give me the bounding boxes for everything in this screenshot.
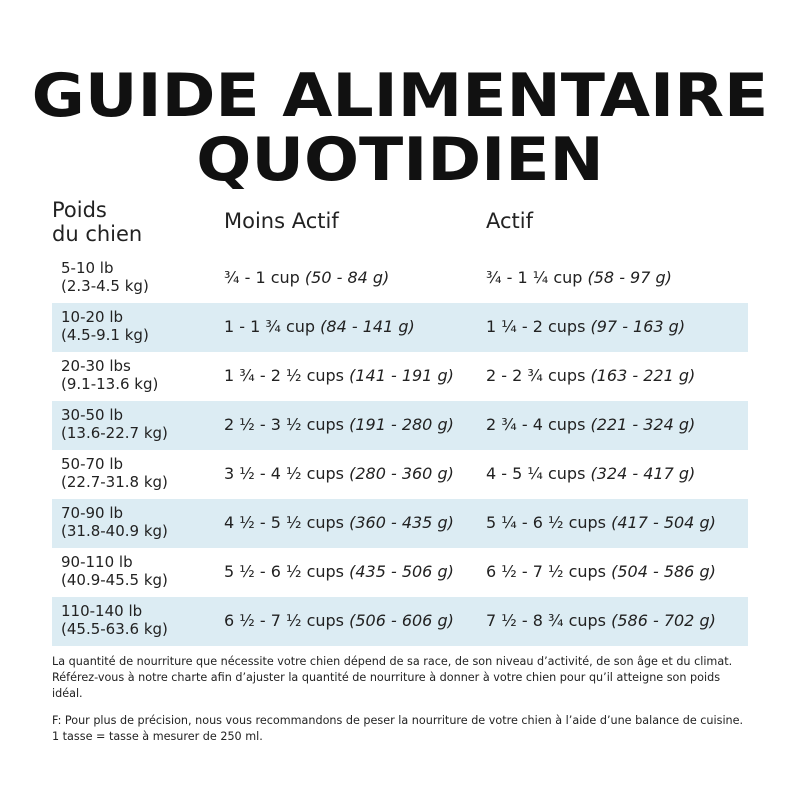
weight-lb: 20-30 lbs [61,357,131,375]
less-active-grams: (360 - 435 g) [349,513,454,532]
less-active-cups: 1 - 1 ¾ cup [224,317,321,336]
active-cups: 7 ½ - 8 ¾ cups [486,611,612,630]
active-cell [486,513,716,533]
weight-cell [61,504,168,540]
active-grams: (163 - 221 g) [590,366,696,385]
active-cell [486,415,695,435]
active-cell [486,464,695,484]
weight-lb: 10-20 lb [61,308,124,326]
weight-cell [61,406,168,442]
less-active-grams: (141 - 191 g) [349,366,454,385]
weight-lb: 30-50 lb [61,406,124,424]
less-active-cups: 5 ½ - 6 ½ cups [224,562,350,581]
active-cell [486,611,716,631]
weight-kg: (31.8-40.9 kg) [61,522,168,540]
less-active-cell [224,317,415,337]
weight-cell [61,308,149,344]
less-active-cell [224,268,389,288]
footnote-activity: La quantité de nourriture que nécessite votre chien dépend de sa race, de son niveau d’activité, de son âge et du climat. Référez-vous à notre charte afin d’ajuster la quantité de nourriture à donner à votre chien pour qu’il atteigne son poids idéal. [52,655,733,700]
active-grams: (586 - 702 g) [611,611,716,630]
less-active-cups: 4 ½ - 5 ½ cups [224,513,350,532]
table-row [52,352,748,401]
active-cell [486,562,716,582]
less-active-grams: (435 - 506 g) [349,562,454,581]
table-row [52,254,748,303]
weight-lb: 5-10 lb [61,259,114,277]
less-active-cell [224,562,454,582]
less-active-cups: ¾ - 1 cup [224,268,305,287]
footnotes [52,654,752,756]
active-cups: 5 ¼ - 6 ½ cups [486,513,612,532]
active-cups: 4 - 5 ¼ cups [486,464,591,483]
feeding-table [52,254,748,646]
weight-kg: (22.7-31.8 kg) [61,473,168,491]
weight-kg: (13.6-22.7 kg) [61,424,168,442]
active-grams: (221 - 324 g) [590,415,696,434]
table-row [52,499,748,548]
less-active-cups: 2 ½ - 3 ½ cups [224,415,350,434]
less-active-grams: (84 - 141 g) [320,317,415,336]
less-active-grams: (506 - 606 g) [349,611,454,630]
less-active-grams: (280 - 360 g) [349,464,454,483]
less-active-cell [224,415,454,435]
table-row [52,303,748,352]
table-row [52,401,748,450]
active-grams: (58 - 97 g) [587,268,672,287]
weight-kg: (2.3-4.5 kg) [61,277,149,295]
less-active-cell [224,611,454,631]
header-less-active: Moins Actif [224,209,339,233]
less-active-cell [224,513,454,533]
header-weight-line-2: du chien [52,222,143,246]
footnote-precision: F: Pour plus de précision, nous vous recommandons de peser la nourriture de votre chien à l’aide d’une balance de cuisine. 1 tasse = tasse à mesurer de 250 ml. [52,714,744,743]
header-weight-line-1: Poids [52,198,107,222]
active-cups: 2 - 2 ¾ cups [486,366,591,385]
weight-kg: (4.5-9.1 kg) [61,326,149,344]
weight-lb: 90-110 lb [61,553,133,571]
table-row [52,548,748,597]
less-active-cell [224,464,454,484]
active-cups: 2 ¾ - 4 cups [486,415,591,434]
weight-lb: 50-70 lb [61,455,124,473]
weight-cell [61,553,168,589]
active-cups: ¾ - 1 ¼ cup [486,268,588,287]
title-line-1: GUIDE ALIMENTAIRE [31,61,769,131]
weight-lb: 70-90 lb [61,504,124,522]
active-cell [486,268,672,288]
weight-cell [61,259,149,295]
weight-cell [61,455,168,491]
less-active-cups: 3 ½ - 4 ½ cups [224,464,350,483]
less-active-cups: 1 ¾ - 2 ½ cups [224,366,350,385]
title-line-2: QUOTIDIEN [196,125,604,195]
less-active-grams: (191 - 280 g) [349,415,454,434]
active-cups: 1 ¼ - 2 cups [486,317,591,336]
weight-cell [61,602,168,638]
header-active: Actif [486,209,534,233]
active-cups: 6 ½ - 7 ½ cups [486,562,612,581]
less-active-grams: (50 - 84 g) [304,268,390,287]
weight-kg: (40.9-45.5 kg) [61,571,168,589]
table-row [52,597,748,646]
less-active-cups: 6 ½ - 7 ½ cups [224,611,350,630]
active-grams: (504 - 586 g) [611,562,716,581]
weight-kg: (45.5-63.6 kg) [61,620,168,638]
weight-lb: 110-140 lb [61,602,143,620]
active-grams: (324 - 417 g) [590,464,696,483]
less-active-cell [224,366,454,386]
active-cell [486,317,685,337]
weight-cell [61,357,158,393]
active-grams: (97 - 163 g) [590,317,686,336]
page-title [0,61,800,195]
weight-kg: (9.1-13.6 kg) [61,375,159,393]
table-row [52,450,748,499]
active-cell [486,366,695,386]
active-grams: (417 - 504 g) [611,513,716,532]
header-weight [52,198,142,246]
